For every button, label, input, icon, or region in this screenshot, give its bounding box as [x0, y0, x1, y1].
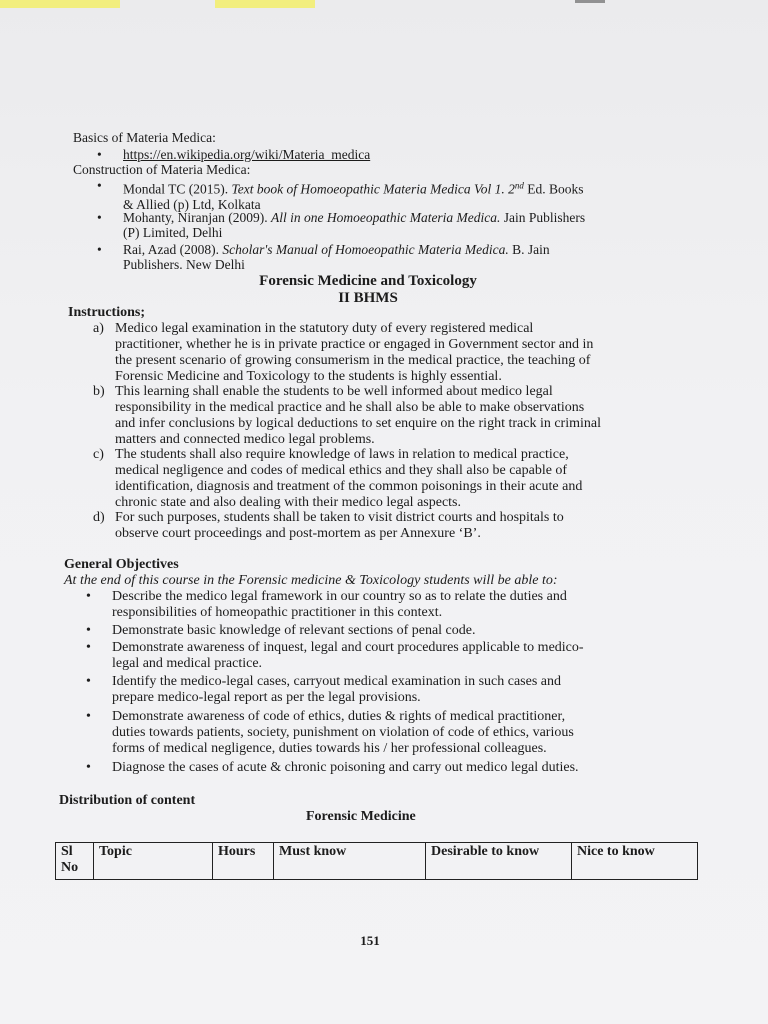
page-subtitle: II BHMS [338, 290, 398, 306]
instruction-item: c) The students shall also require knowledge of laws in relation to medical practice, medical negligence and codes of medical ethics and they shall also be capable of identification, diagnosis and treatment of the common poisonings in their acute and chronic state and also dealing with their medico legal aspects. [93, 447, 583, 510]
header-desirable: Desirable to know [426, 843, 572, 880]
objective-item: • Demonstrate awareness of inquest, legal and court procedures applicable to medico- legal and medical practice. [86, 640, 584, 671]
bullet: • [97, 147, 102, 162]
page-title: Forensic Medicine and Toxicology [259, 273, 477, 289]
basics-heading: Basics of Materia Medica: [73, 130, 216, 145]
reference-item: • Rai, Azad (2008). Scholar's Manual of Homoeopathic Materia Medica. B. Jain Publishers. New Delhi [97, 242, 550, 273]
header-nice-to-know: Nice to know [572, 843, 698, 880]
objective-item: • Identify the medico-legal cases, carryout medical examination in such cases and prepare medico-legal report as per the legal provisions. [86, 674, 561, 705]
content-distribution-table [55, 842, 698, 880]
instructions-heading: Instructions; [68, 305, 146, 320]
reference-item: • Mohanty, Niranjan (2009). All in one Homoeopathic Materia Medica. Jain Publishers (P) Limited, Delhi [97, 210, 586, 241]
instruction-item: d) For such purposes, students shall be taken to visit district courts and hospitals to observe court proceedings and post-mortem as per Annexure ‘B’. [93, 510, 564, 541]
distribution-heading: Distribution of content [59, 793, 196, 808]
header-sl-no: Sl No [56, 843, 94, 880]
objectives-intro: At the end of this course in the Forensic medicine & Toxicology students will be able to: [64, 573, 558, 588]
objective-item: • Demonstrate basic knowledge of relevant sections of penal code. [86, 623, 476, 638]
distribution-subheading: Forensic Medicine [306, 809, 416, 824]
header-topic: Topic [94, 843, 213, 880]
header-hours: Hours [213, 843, 274, 880]
wikipedia-link[interactable]: https://en.wikipedia.org/wiki/Materia_medica [123, 147, 371, 162]
instruction-item: b) This learning shall enable the students to be well informed about medico legal responsibility in the medical practice and he shall also be able to make observations and infer conclusions by logical deductions to set enquire on the right track in criminal matters and connected medico legal problems. [93, 384, 601, 447]
header-must-know: Must know [274, 843, 426, 880]
instruction-item: a) Medico legal examination in the statutory duty of every registered medical practitioner, whether he is in private practice or engaged in Government sector and in the present scenario of growing consumerism in the medical practice, the teaching of Forensic Medicine and Toxicology to the students is highly essential. [93, 321, 594, 384]
reference-item: • Mondal TC (2015). Text book of Homoeopathic Materia Medica Vol 1. 2nd Ed. Books & Allied (p) Ltd, Kolkata [97, 178, 584, 212]
table-header-row [56, 843, 698, 880]
construction-heading: Construction of Materia Medica: [73, 162, 251, 177]
objectives-heading: General Objectives [64, 557, 179, 572]
page-number: 151 [360, 933, 380, 948]
basics-link-item [97, 147, 370, 162]
objective-item: • Diagnose the cases of acute & chronic poisoning and carry out medico legal duties. [86, 760, 579, 775]
objective-item: • Demonstrate awareness of code of ethics, duties & rights of medical practitioner, duties towards patients, society, punishment on violation of code of ethics, various forms of medical negligence, duties towards his / her professional colleagues. [86, 709, 574, 756]
objective-item: • Describe the medico legal framework in our country so as to relate the duties and responsibilities of homeopathic practitioner in this context. [86, 589, 567, 620]
